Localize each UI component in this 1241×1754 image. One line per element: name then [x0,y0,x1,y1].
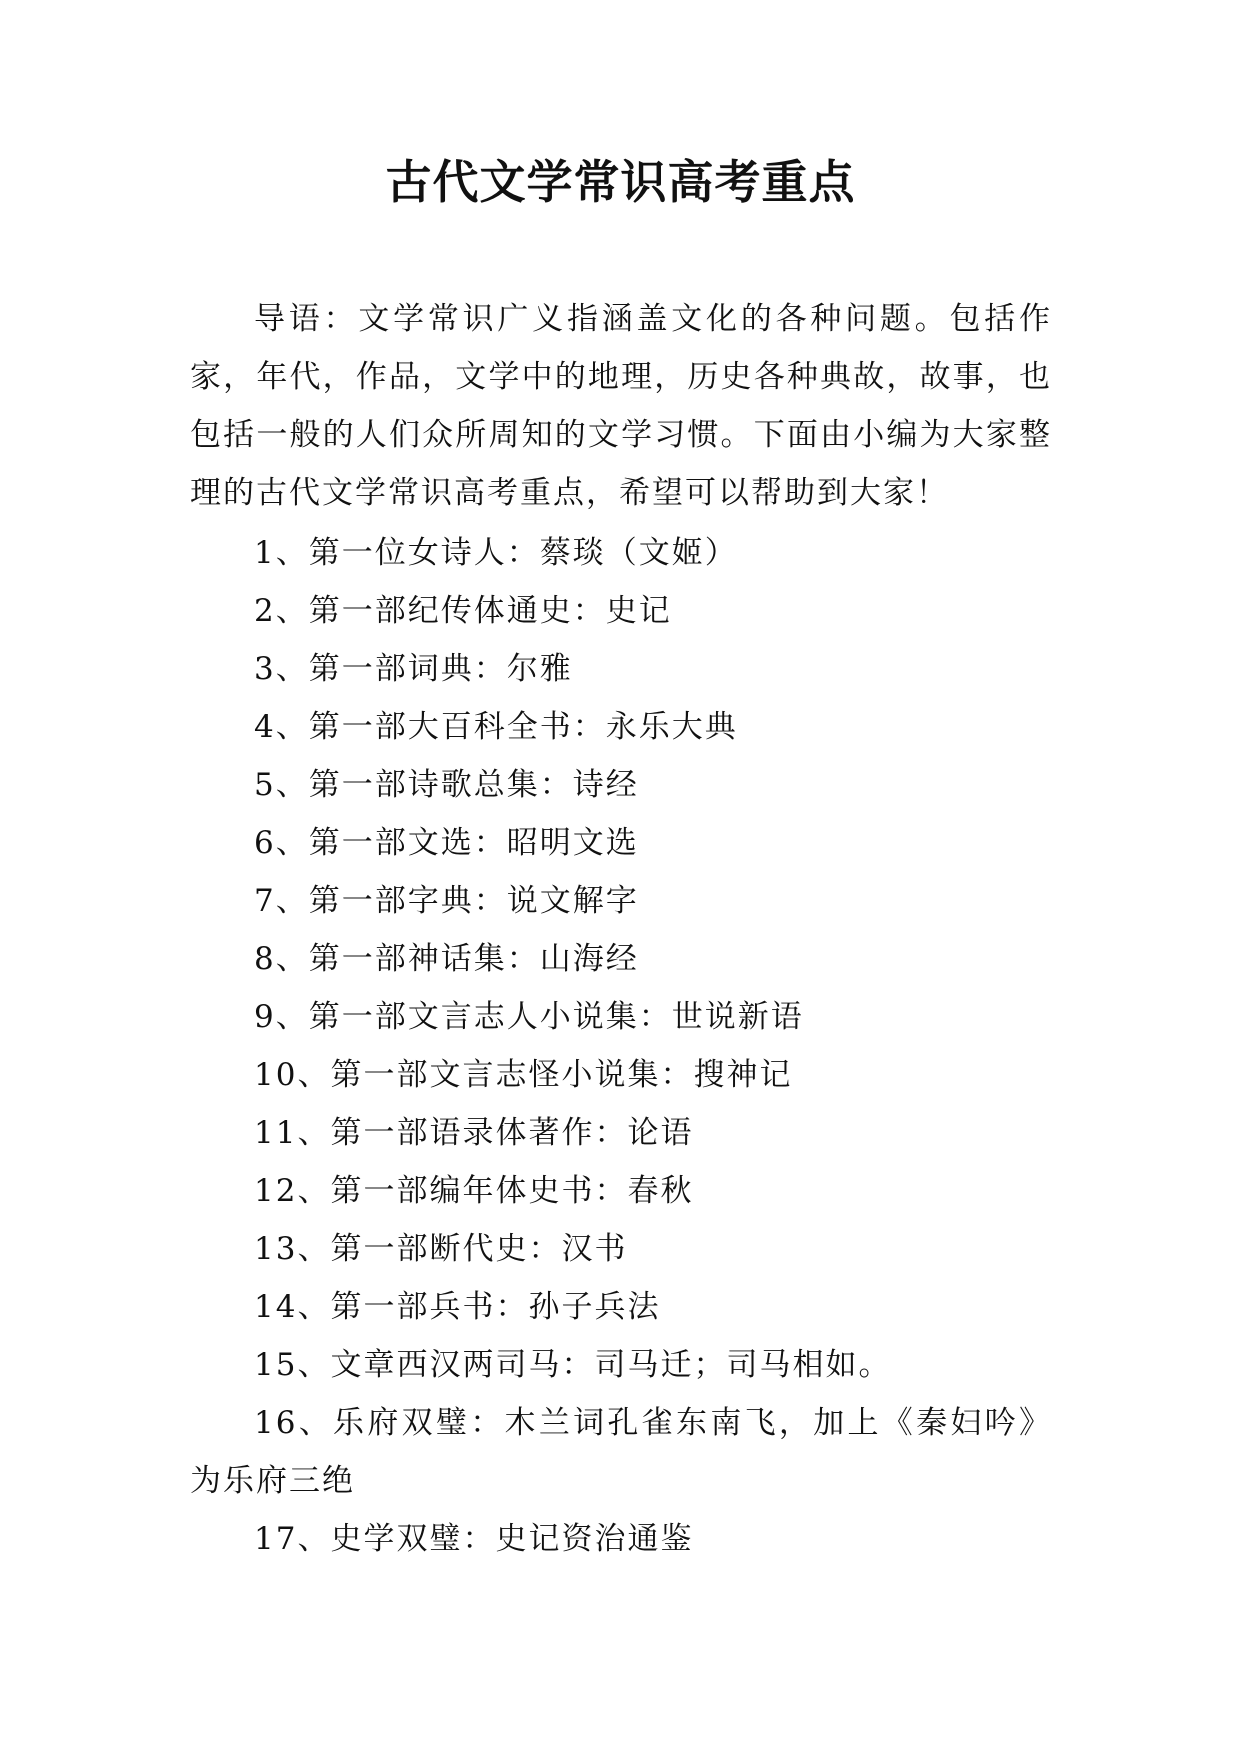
list-item: 12、第一部编年体史书：春秋 [254,1173,694,1209]
list-item: 10、第一部文言志怪小说集：搜神记 [254,1057,793,1093]
list-item: 17、史学双璧：史记资治通鉴 [254,1521,694,1557]
list-item: 14、第一部兵书：孙子兵法 [254,1289,661,1325]
list-item: 1、第一位女诗人：蔡琰（文姬） [254,535,738,571]
list-item: 9、第一部文言志人小说集：世说新语 [254,999,804,1035]
list-item: 5、第一部诗歌总集：诗经 [254,767,639,803]
list-item: 4、第一部大百科全书：永乐大典 [254,709,738,745]
list-item: 13、第一部断代史：汉书 [254,1231,628,1267]
intro-paragraph: 导语：文学常识广义指涵盖文化的各种问题。包括作家，年代，作品，文学中的地理，历史各种典故，故事，也包括一般的人们众所周知的文学习惯。下面由小编为大家整理的古代文学常识高考重点，希望可以帮助到大家！ [190,301,1052,511]
list-item: 11、第一部语录体著作：论语 [254,1115,694,1151]
list-item: 3、第一部词典：尔雅 [254,651,573,687]
list-item: 2、第一部纪传体通史：史记 [254,593,672,629]
list-item: 16、乐府双璧：木兰词孔雀东南飞，加上《秦妇吟》为乐府三绝 [190,1405,1052,1499]
fact-list [190,524,1052,1568]
document-title: 古代文学常识高考重点 [385,155,856,209]
list-item: 15、文章西汉两司马：司马迁；司马相如。 [254,1347,892,1383]
list-item: 7、第一部字典：说文解字 [254,883,639,919]
list-item: 8、第一部神话集：山海经 [254,941,639,977]
list-item: 6、第一部文选：昭明文选 [254,825,639,861]
